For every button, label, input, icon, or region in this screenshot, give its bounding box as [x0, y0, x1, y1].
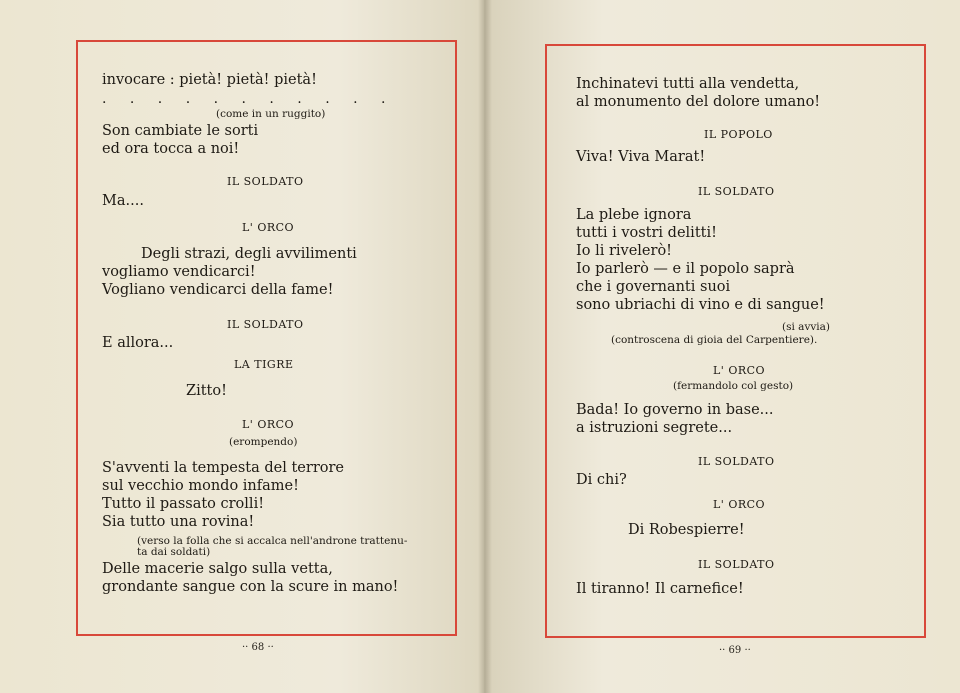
verse-line: La plebe ignora [576, 207, 692, 223]
speaker-name: IL SOLDATO [227, 175, 304, 188]
speaker-name: IL SOLDATO [698, 558, 775, 571]
verse-line: Zitto! [186, 383, 227, 399]
verse-line: Il tiranno! Il carnefice! [576, 581, 744, 597]
verse-line: sul vecchio mondo infame! [102, 478, 299, 494]
ellipsis-line: . . . . . . . . . . . [102, 91, 395, 107]
verse-line: invocare : pietà! pietà! pietà! [102, 72, 317, 88]
verse-line: Bada! Io governo in base... [576, 402, 774, 418]
stage-direction: (verso la folla che si accalca nell'androne trattenu- [137, 535, 408, 547]
verse-line: Sia tutto una rovina! [102, 514, 255, 530]
speaker-name: IL POPOLO [704, 128, 773, 141]
page-number: ·· 68 ·· [242, 642, 274, 653]
stage-direction: ta dai soldati) [137, 546, 211, 558]
verse-line: Ma.... [102, 193, 144, 209]
verse-line: vogliamo vendicarci! [102, 264, 256, 280]
verse-line: E allora... [102, 335, 174, 351]
verse-line: Viva! Viva Marat! [576, 149, 706, 165]
stage-direction: (fermandolo col gesto) [673, 380, 794, 392]
verse-line: che i governanti suoi [576, 279, 731, 295]
stage-direction: (come in un ruggito) [216, 108, 326, 120]
verse-line: ed ora tocca a noi! [102, 141, 240, 157]
stage-direction: (controscena di gioia del Carpentiere). [611, 334, 818, 346]
right-page-content [484, 0, 960, 693]
verse-line: Delle macerie salgo sulla vetta, [102, 561, 333, 577]
right-page [484, 0, 960, 693]
verse-line: tutti i vostri delitti! [576, 225, 717, 241]
verse-line: al monumento del dolore umano! [576, 94, 821, 110]
verse-line: S'avventi la tempesta del terrore [102, 460, 344, 476]
speaker-name: IL SOLDATO [227, 318, 304, 331]
speaker-name: L' ORCO [242, 221, 295, 234]
verse-line: Di Robespierre! [628, 522, 745, 538]
page-number: ·· 69 ·· [719, 645, 751, 656]
stage-direction: (erompendo) [229, 436, 298, 448]
verse-line: Son cambiate le sorti [102, 123, 259, 139]
verse-line: Tutto il passato crolli! [102, 496, 265, 512]
book-gutter [478, 0, 492, 693]
verse-line: Degli strazi, degli avvilimenti [141, 246, 357, 262]
verse-line: Vogliano vendicarci della fame! [102, 282, 334, 298]
speaker-name: L' ORCO [713, 498, 766, 511]
verse-line: Io parlerò — e il popolo saprà [576, 261, 795, 277]
verse-line: Io li rivelerò! [576, 243, 672, 259]
verse-line: a istruzioni segrete... [576, 420, 733, 436]
speaker-name: L' ORCO [242, 418, 295, 431]
speaker-name: L' ORCO [713, 364, 766, 377]
verse-line: Inchinatevi tutti alla vendetta, [576, 76, 800, 92]
speaker-name: IL SOLDATO [698, 185, 775, 198]
speaker-name: IL SOLDATO [698, 455, 775, 468]
speaker-name: LA TIGRE [234, 358, 294, 371]
verse-line: Di chi? [576, 472, 627, 488]
verse-line: sono ubriachi di vino e di sangue! [576, 297, 825, 313]
stage-direction: (si avvia) [782, 321, 831, 333]
verse-line: grondante sangue con la scure in mano! [102, 579, 399, 595]
